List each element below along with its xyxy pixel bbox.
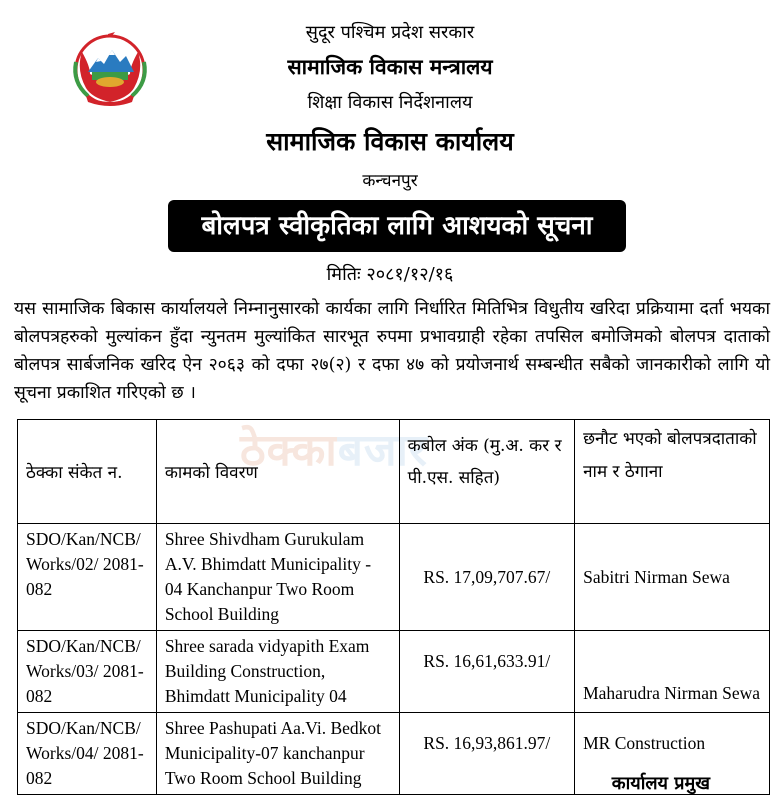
watermark-part-1: ठेक्का	[240, 425, 338, 476]
bid-amount-cell: RS. 17,09,707.67/	[399, 524, 574, 631]
work-description-cell: Shree Shivdham Gurukulam A.V. Bhimdatt Municipality - 04 Kanchanpur Two Room School Building	[156, 524, 399, 631]
notice-date: मितिः २०८१/१२/१६	[326, 264, 454, 285]
bidder-cell: Sabitri Nirman Sewa	[575, 524, 770, 631]
office-chief-signature: कार्यालय प्रमुख	[611, 773, 710, 794]
ministry-heading: सामाजिक विकास मन्त्रालय	[287, 54, 493, 79]
header-contract-code: ठेक्का संकेत न.	[18, 420, 157, 524]
bidder-cell: Maharudra Nirman Sewa	[575, 631, 770, 713]
notice-title-banner: बोलपत्र स्वीकृतिका लागि आशयको सूचना	[168, 200, 626, 252]
table-row	[18, 631, 770, 713]
table-header-row	[18, 420, 770, 524]
bid-amount-cell: RS. 16,93,861.97/	[399, 713, 574, 795]
bid-amount-cell: RS. 16,61,633.91/	[399, 631, 574, 713]
directorate-heading: शिक्षा विकास निर्देशनालय	[307, 92, 473, 113]
notice-body-text: यस सामाजिक बिकास कार्यालयले निम्नानुसारको कार्यका लागि निर्धारित मितिभित्र विधुतीय खरिदा प्रक्रियामा दर्ता भयका बोलपत्रहरुको मुल्यांकन हुँदा न्युनतम मुल्यांकित सारभूत रुपमा प्रभावग्राही रहेका तपसिल बमोजिमको बोलपत्र दाताको बोलपत्र सार्बजनिक खरिद ऐन २०६३ को दफा २७(२) र दफा ४७ को प्रयोजनार्थ सम्बन्धीत सबैको जानकारीको लागि यो सूचना प्रकाशित गरिएको छ ।	[14, 299, 770, 403]
bid-acceptance-table	[17, 419, 770, 795]
header-bid-amount: कबोल अंक (मु.अ. कर र पी.एस. सहित)	[399, 420, 574, 524]
contract-code-cell: SDO/Kan/NCB/ Works/04/ 2081-082	[18, 713, 157, 795]
office-heading: सामाजिक विकास कार्यालय	[266, 127, 514, 156]
work-description-cell: Shree sarada vidyapith Exam Building Construction, Bhimdatt Municipality 04	[156, 631, 399, 713]
district-heading: कन्चनपुर	[362, 171, 418, 191]
header-selected-bidder: छनौट भएको बोलपत्रदाताको नाम र ठेगाना	[575, 420, 770, 524]
work-description-cell: Shree Pashupati Aa.Vi. Bedkot Municipality-07 kanchanpur Two Room School Building	[156, 713, 399, 795]
contract-code-cell: SDO/Kan/NCB/ Works/02/ 2081-082	[18, 524, 157, 631]
table-row	[18, 524, 770, 631]
bidder-cell: MR Construction	[575, 713, 770, 795]
province-government-heading: सुदूर पश्चिम प्रदेश सरकार	[305, 22, 475, 43]
contract-code-cell: SDO/Kan/NCB/ Works/03/ 2081-082	[18, 631, 157, 713]
header-work-description: कामको विवरण	[156, 420, 399, 524]
watermark-part-2: बजार	[337, 425, 428, 476]
